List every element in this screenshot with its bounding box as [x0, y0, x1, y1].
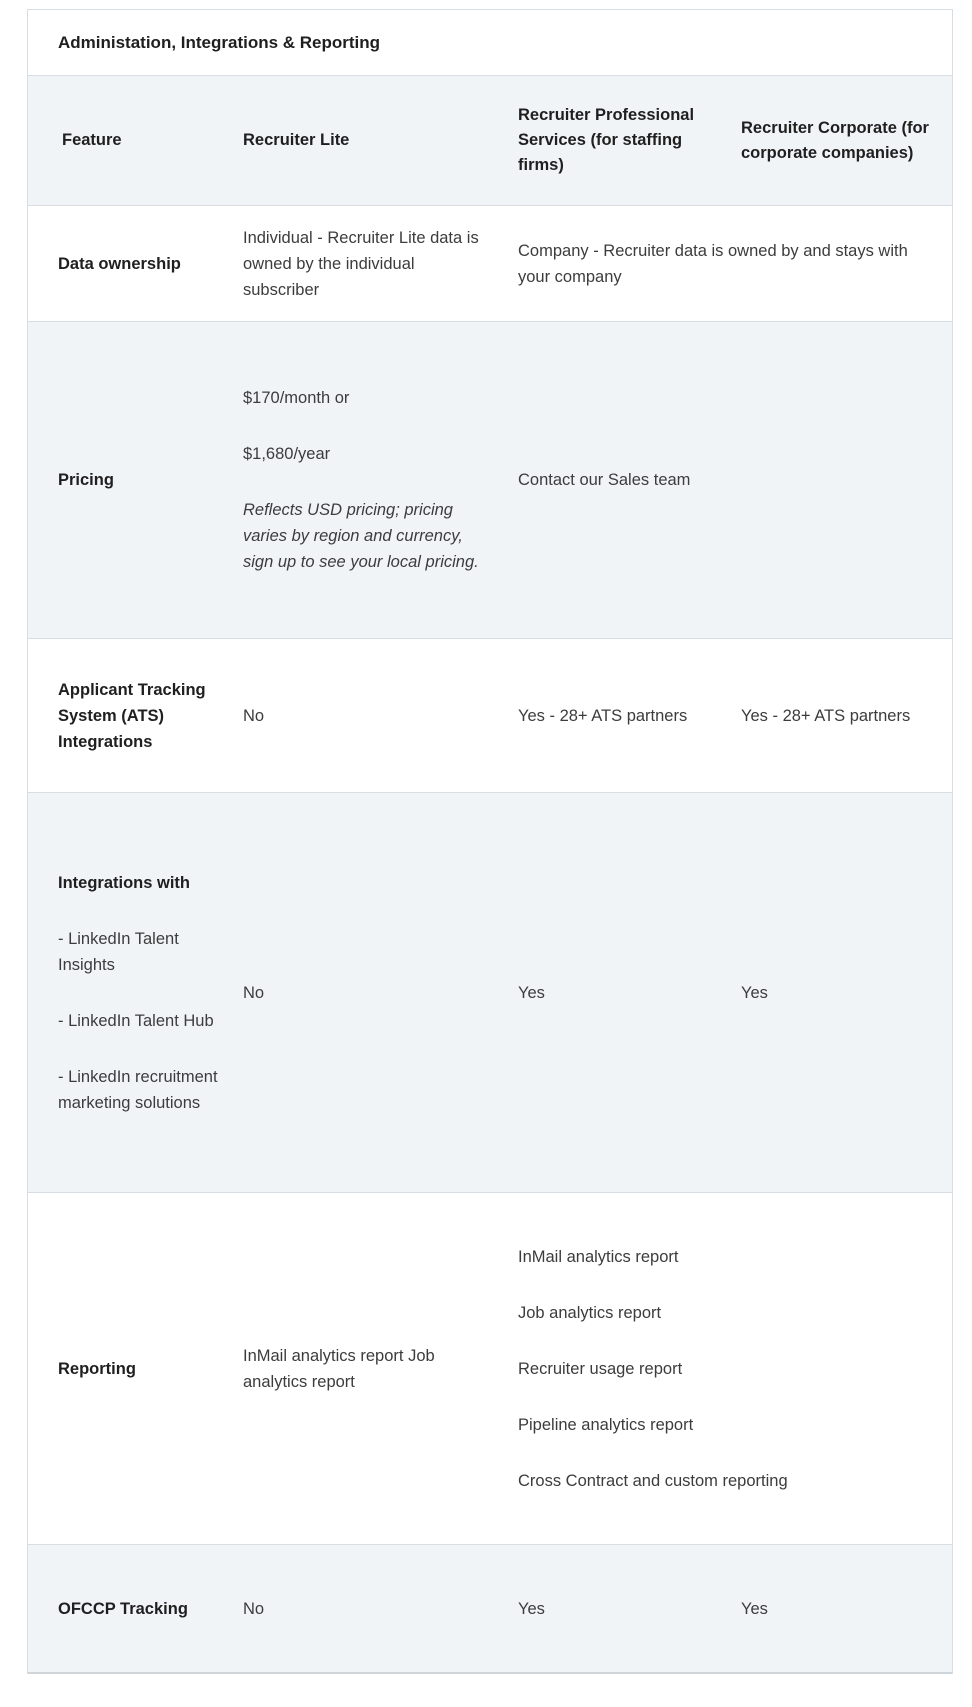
company-data-ownership: Company - Recruiter data is owned by and stays with your company: [518, 241, 908, 286]
report-item: InMail analytics report: [518, 1247, 679, 1266]
feature-data-ownership: Data ownership: [58, 254, 181, 273]
table-row-pricing: [28, 322, 952, 639]
professional-ats: Yes - 28+ ATS partners: [518, 706, 688, 725]
table-header-row: [28, 76, 952, 206]
company-reporting: [518, 1193, 952, 1544]
professional-ofccp: Yes: [518, 1599, 545, 1618]
lite-ofccp: No: [243, 1599, 265, 1618]
table-row-integrations: [28, 793, 952, 1193]
comparison-table: [27, 9, 953, 1674]
corporate-ats: Yes - 28+ ATS partners: [741, 706, 911, 725]
lite-price-yearly: $1,680/year: [243, 445, 331, 463]
header-recruiter-lite: Recruiter Lite: [243, 131, 350, 149]
feature-integrations: [28, 793, 243, 1192]
table-row-ats: [28, 639, 952, 793]
lite-price-monthly: $170/month or: [243, 389, 350, 407]
feature-pricing: Pricing: [58, 471, 114, 489]
lite-data-ownership: Individual - Recruiter Lite data is owned by the individual subscriber: [243, 228, 479, 299]
lite-ats: No: [243, 706, 265, 725]
integrations-item: - LinkedIn Talent Hub: [58, 1011, 214, 1030]
table-row-data-ownership: [28, 206, 952, 322]
table-caption: Administation, Integrations & Reporting: [28, 10, 952, 76]
corporate-ofccp: Yes: [741, 1599, 768, 1618]
report-item: Recruiter usage report: [518, 1359, 683, 1378]
integrations-item: - LinkedIn recruitment marketing solutions: [58, 1067, 218, 1112]
table-row-ofccp: [28, 1545, 952, 1672]
feature-ofccp: OFCCP Tracking: [58, 1599, 188, 1618]
lite-pricing: [243, 322, 518, 638]
header-feature: Feature: [62, 131, 122, 149]
report-item: Job analytics report: [518, 1303, 662, 1322]
integrations-title: Integrations with: [58, 873, 190, 892]
company-pricing: Contact our Sales team: [518, 471, 691, 489]
feature-reporting: Reporting: [58, 1359, 136, 1378]
professional-integrations: Yes: [518, 983, 545, 1002]
report-item: Pipeline analytics report: [518, 1415, 694, 1434]
lite-integrations: No: [243, 983, 265, 1002]
header-recruiter-corporate: Recruiter Corporate (for corporate companies): [741, 118, 929, 162]
header-recruiter-professional: Recruiter Professional Services (for staffing firms): [518, 106, 695, 174]
integrations-item: - LinkedIn Talent Insights: [58, 929, 179, 974]
lite-reporting: InMail analytics report Job analytics report: [243, 1346, 435, 1391]
corporate-integrations: Yes: [741, 983, 768, 1002]
feature-ats: Applicant Tracking System (ATS) Integrations: [58, 680, 206, 751]
report-item: Cross Contract and custom reporting: [518, 1471, 788, 1490]
table-row-reporting: [28, 1193, 952, 1545]
lite-pricing-note: Reflects USD pricing; pricing varies by region and currency, sign up to see your local pricing.: [243, 501, 479, 571]
